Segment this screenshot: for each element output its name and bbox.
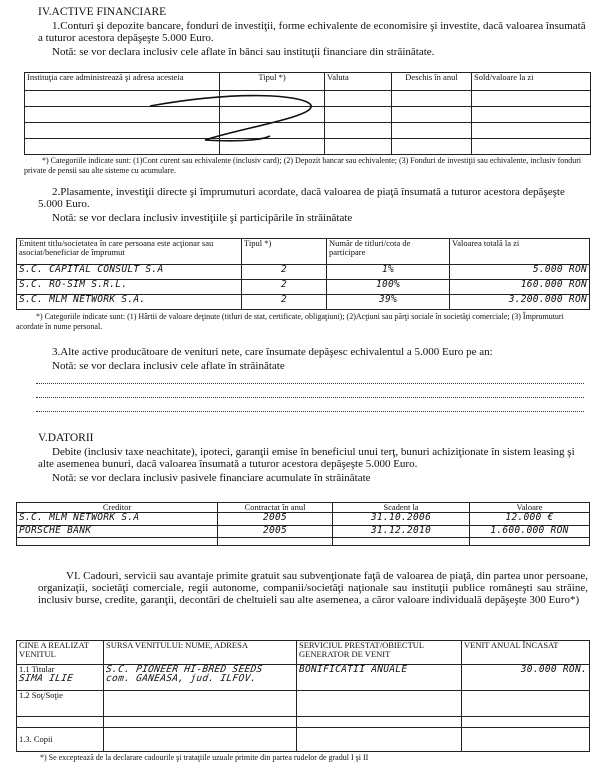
row-label-children: 1.3. Copii bbox=[17, 728, 104, 752]
debt-due: 31.12.2010 bbox=[370, 524, 432, 536]
table-row bbox=[17, 537, 590, 545]
table-header: Instituţia care administrează şi adresa acesteia bbox=[25, 73, 220, 91]
row-label-titular: 1.1 Titular bbox=[19, 663, 55, 674]
blank-line bbox=[36, 383, 584, 384]
table-header: Deschis în anul bbox=[392, 73, 472, 91]
section-4-note-1: Notă: se vor declara inclusiv cele aflate în bănci sau instituţii financiare din străinătate. bbox=[52, 46, 435, 58]
debt-value: 12.000 € bbox=[505, 512, 554, 524]
table-header: Scadent la bbox=[333, 503, 470, 513]
income-service: BONIFICATII ANUALE bbox=[299, 663, 408, 675]
debt-creditor: S.C. MLM NETWORK S.A bbox=[19, 512, 140, 524]
table-row bbox=[17, 264, 590, 279]
gifts-table bbox=[16, 640, 590, 752]
table-row bbox=[17, 525, 590, 537]
debt-value: 1.600.000 RON bbox=[490, 524, 569, 536]
table-header: Valuta bbox=[325, 73, 392, 91]
row-label-spouse: 1.2 Soţ/Soţie bbox=[17, 690, 104, 716]
section-4-paragraph-1: 1.Conturi şi depozite bancare, fonduri de investiţii, forme echivalente de economisire şi investite, dacă valoarea însumată a tuturor acestora depăşeşte 5.000 Euro. bbox=[38, 20, 586, 44]
investment-share: 1% bbox=[381, 263, 395, 275]
table-header: Valoare bbox=[470, 503, 590, 513]
investment-share: 39% bbox=[378, 293, 398, 305]
table-header: Număr de titluri/cota de participare bbox=[327, 239, 450, 265]
table-header: Contractat în anul bbox=[218, 503, 333, 513]
section-6-paragraph: VI. Cadouri, servicii sau avantaje primite gratuit sau subvenţionate faţă de valoarea de piaţă, din partea unor persoane, organizaţii, societăţi comerciale, regii autonome, companii/societăţi naţionale sau instituţii publice româneşti sau străine, inclusiv burse, credite, garanţii, decontări de cheltuieli sau alte asemenea, a căror valoare individuală depăşeşte 300 Euro*) bbox=[38, 570, 588, 606]
investment-type: 2 bbox=[280, 278, 288, 290]
table-header: Sold/valoare la zi bbox=[472, 73, 591, 91]
investment-issuer: S.C. CAPITAL CONSULT S.A bbox=[19, 263, 164, 275]
blank-line bbox=[36, 397, 584, 398]
investment-value: 5.000 RON bbox=[532, 263, 587, 275]
table-2-footnote: *) Categoriile indicate sunt: (1) Hârtii de valoare deţinute (titluri de stat, certificate, obligaţiuni); (2)Acţiuni sau părţi sociale în societăţi comerciale; (3) Împrumuturi acordate în nume personal. bbox=[16, 312, 564, 331]
titular-name: SIMA ILIE bbox=[18, 672, 74, 684]
investment-value: 3.200.000 RON bbox=[508, 293, 587, 305]
investment-type: 2 bbox=[280, 293, 288, 305]
section-4-paragraph-2: 2.Plasamente, investiţii directe şi împrumuturi acordate, dacă valoarea de piaţă însumată a tuturor acestora depăşeşte 5.000 Euro. bbox=[38, 186, 565, 210]
table-1-footnote: *) Categoriile indicate sunt: (1)Cont curent sau echivalente (inclusiv card); (2) Depozit bancar sau echivalente; (3) Fonduri de investiţii sau echivalente, inclusiv fonduri private de pensii sau alte sisteme cu acumulare. bbox=[24, 156, 582, 175]
section-5-title: V.DATORII bbox=[38, 432, 94, 444]
section-4-note-3: Notă: se vor declara inclusiv cele aflate în străinătate bbox=[52, 360, 285, 372]
income-amount: 30.000 RON. bbox=[520, 663, 587, 675]
table-header: Tipul *) bbox=[220, 73, 325, 91]
table-header: Emitent titlu/societatea în care persoana este acţionar sau asociat/beneficiar de împrumut bbox=[17, 239, 242, 265]
debt-year: 2005 bbox=[262, 512, 288, 524]
table-header: Creditor bbox=[17, 503, 218, 513]
investment-issuer: S.C. MLM NETWORK S.A. bbox=[19, 293, 146, 305]
table-row bbox=[17, 664, 590, 690]
table-header: Valoarea totală la zi bbox=[450, 239, 590, 265]
table-header: VENIT ANUAL ÎNCASAT bbox=[462, 641, 590, 665]
section-6-footnote: *) Se exceptează de la declarare cadourile şi trataţiile uzuale primite din partea rudelor de gradul I şi II bbox=[40, 753, 369, 762]
investment-type: 2 bbox=[280, 263, 288, 275]
investment-issuer: S.C. RO-SIM S.R.L. bbox=[19, 278, 128, 290]
table-row bbox=[17, 716, 590, 728]
table-row bbox=[17, 728, 590, 752]
table-row bbox=[17, 294, 590, 309]
section-4-paragraph-3: 3.Alte active producătoare de venituri nete, care însumate depăşesc echivalentul a 5.000 Euro pe an: bbox=[52, 346, 493, 358]
blank-line bbox=[36, 411, 584, 412]
section-5-note: Notă: se vor declara inclusiv pasivele financiare acumulate în străinătate bbox=[52, 472, 371, 484]
table-header: SURSA VENITULUI: NUME, ADRESA bbox=[104, 641, 297, 665]
section-5-paragraph: Debite (inclusiv taxe neachitate), ipoteci, garanţii emise în beneficiul unui terţ, bunuri achiziţionate în sistem leasing şi alte asemenea bunuri, dacă valoarea însumată a tuturor acestora depăşeşte 5.000 Euro. bbox=[38, 446, 575, 470]
table-row bbox=[17, 279, 590, 294]
table-row bbox=[17, 690, 590, 716]
investment-value: 160.000 RON bbox=[520, 278, 587, 290]
debt-due: 31.10.2006 bbox=[370, 512, 432, 524]
investment-share: 100% bbox=[375, 278, 401, 290]
section-4-note-2: Notă: se vor declara inclusiv investiţiile şi participările în străinătate bbox=[52, 212, 353, 224]
table-row bbox=[17, 513, 590, 525]
income-source-address: com. GANEASA, jud. ILFOV. bbox=[105, 672, 258, 684]
table-header: Tipul *) bbox=[242, 239, 327, 265]
table-header: SERVICIUL PRESTAT/OBIECTUL GENERATOR DE VENIT bbox=[297, 641, 462, 665]
investments-table bbox=[16, 238, 590, 310]
debt-year: 2005 bbox=[262, 524, 288, 536]
table-header: CINE A REALIZAT VENITUL bbox=[17, 641, 104, 665]
debts-table bbox=[16, 502, 590, 546]
income-source-name: S.C. PIONEER HI-BRED SEEDS bbox=[105, 663, 264, 675]
section-4-title: IV.ACTIVE FINANCIARE bbox=[38, 6, 167, 18]
debt-creditor: PORSCHE BANK bbox=[19, 524, 92, 536]
